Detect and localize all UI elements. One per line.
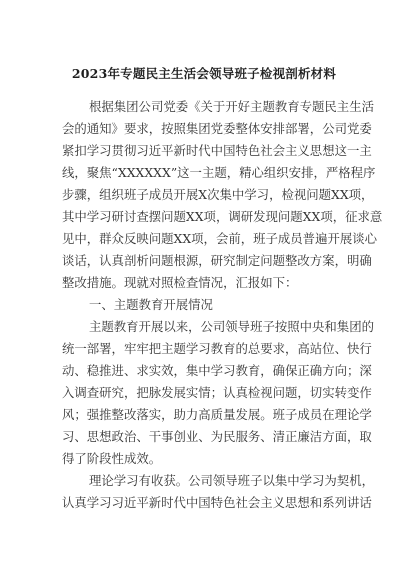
paragraph-line: 会的通知》要求，按照集团党委整体安排部署，公司党委 bbox=[62, 121, 372, 136]
paragraph-line: 根据集团公司党委《关于开好主题教育专题民主生活 bbox=[89, 99, 374, 114]
paragraph-line: 见中，群众反映问题XX项，会前，班子成员普遍开展谈心 bbox=[62, 231, 378, 246]
paragraph-line: 认真学习习近平新时代中国特色社会主义思想和系列讲话 bbox=[62, 495, 372, 510]
paragraph-line: 入调查研究，把脉发展实情；认真检视问题，切实转变作 bbox=[62, 385, 372, 400]
paragraph-line: 主题教育开展以来，公司领导班子按照中央和集团的 bbox=[89, 319, 374, 334]
paragraph-line: 整改措施。现就对照检查情况，汇报如下： bbox=[62, 275, 298, 290]
paragraph-line: 动、稳推进、求实效，集中学习教育，确保正确方向；深 bbox=[62, 363, 372, 378]
paragraph-line: 风；强推整改落实，助力高质量发展。班子成员在理论学 bbox=[62, 407, 372, 422]
document-title: 2023年专题民主生活会领导班子检视剖析材料 bbox=[71, 66, 337, 81]
paragraph-line: 理论学习有收获。公司领导班子以集中学习为契机， bbox=[89, 473, 374, 488]
paragraph-line: 其中学习研讨查摆问题XX项，调研发现问题XX项，征求意 bbox=[62, 209, 383, 224]
paragraph-line: 习、思想政治、干事创业、为民服务、清正廉洁方面，取 bbox=[62, 429, 372, 444]
section-heading: 一、主题教育开展情况 bbox=[89, 297, 213, 312]
paragraph-line: 步骤，组织班子成员开展X次集中学习，检视问题XX项， bbox=[62, 187, 374, 202]
paragraph-line: 线，聚焦“XXXXXX”这一主题，精心组织安排，严格程序 bbox=[62, 165, 376, 180]
paragraph-line: 谈话，认真剖析问题根源，研究制定问题整改方案，明确 bbox=[62, 253, 372, 268]
paragraph-line: 得了阶段性成效。 bbox=[62, 451, 162, 466]
paragraph-line: 统一部署，牢牢把主题学习教育的总要求，高站位、快行 bbox=[62, 341, 372, 356]
paragraph-line: 紧扣学习贯彻习近平新时代中国特色社会主义思想这一主 bbox=[62, 143, 372, 158]
